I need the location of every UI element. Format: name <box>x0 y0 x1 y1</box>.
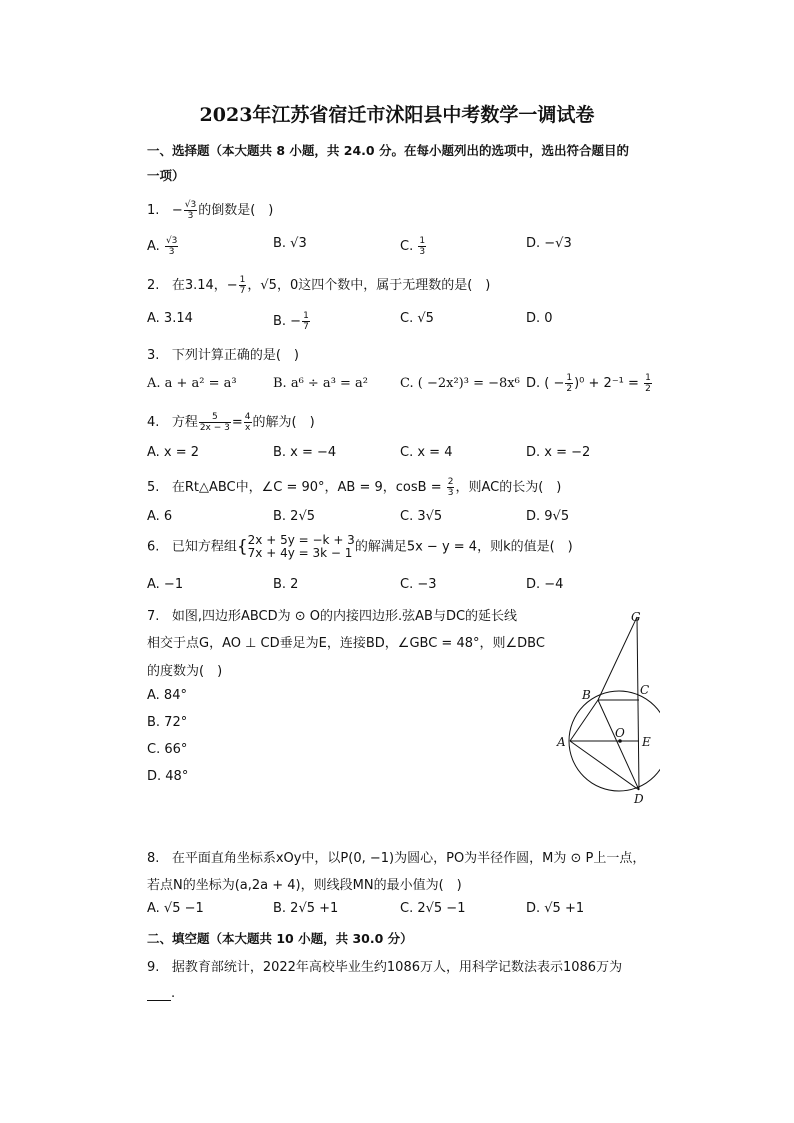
q3-option-a: A. a + a² = a³ <box>147 376 237 391</box>
q5-option-c: C. 3√5 <box>400 509 443 524</box>
geometry-figure <box>540 600 660 810</box>
fraction: $\frac{√3}{3}$ <box>184 200 197 221</box>
page-title: 2023年江苏省宿迁市沭阳县中考数学一调试卷 <box>199 104 595 126</box>
question-6: 6. 已知方程组{ 2x + 5y = −k + 3 7x + 4y = 3k − 1 的解满足5x − y = 4，则k的值是( ) <box>147 533 573 560</box>
q8-option-c: C. 2√5 −1 <box>400 901 466 916</box>
q2-option-b: B. − $\frac{1}{7}$ <box>273 311 309 332</box>
q7-option-d: D. 48° <box>147 769 189 784</box>
q4-option-d: D. x = −2 <box>526 445 591 460</box>
answer-blank[interactable]: . <box>147 986 175 1001</box>
question-7-line2: 相交于点G，AO ⊥ CD垂足为E，连接BD，∠GBC = 48°，则∠DBC <box>147 636 545 651</box>
q5-option-a: A. 6 <box>147 509 173 524</box>
segment-bd <box>598 700 639 790</box>
segment-ad <box>570 741 639 790</box>
q4-option-c: C. x = 4 <box>400 445 453 460</box>
q4-option-b: B. x = −4 <box>273 445 337 460</box>
question-7: 7. 如图,四边形ABCD为 ⊙ O的内接四边形.弦AB与DC的延长线 <box>147 609 518 624</box>
label-d: D <box>634 792 644 806</box>
q2-option-c: C. √5 <box>400 311 434 326</box>
question-8-line2: 若点N的坐标为(a,2a + 4)，则线段MN的最小值为( ) <box>147 878 462 893</box>
segment-ab <box>570 700 598 741</box>
q8-option-a: A. √5 −1 <box>147 901 204 916</box>
question-8: 8. 在平面直角坐标系xOy中，以P(0, −1)为圆心，PO为半径作圆，M为 ⊙ P上一点， <box>147 851 646 866</box>
segment-bg <box>598 617 637 700</box>
label-b: B <box>582 688 591 702</box>
q1-option-a: A. $\frac{√3}{3}$ <box>147 236 178 257</box>
q7-option-a: A. 84° <box>147 688 187 703</box>
question-3: 3. 下列计算正确的是( ) <box>147 348 299 363</box>
q2-option-a: A. 3.14 <box>147 311 193 326</box>
q1-option-b: B. √3 <box>273 236 307 251</box>
q8-option-d: D. √5 +1 <box>526 901 585 916</box>
q3-option-d: D. ( − $\frac{1}{2}$ )⁰ + 2⁻¹ = $\frac{1}{2}$ <box>526 373 651 394</box>
question-7-line3: 的度数为( ) <box>147 664 223 679</box>
q8-option-b: B. 2√5 +1 <box>273 901 339 916</box>
q3-option-c: C. ( −2x²)³ = −8x⁶ <box>400 376 520 391</box>
label-e: E <box>642 735 651 749</box>
question-1: 1. − $\frac{√3}{3}$ 的倒数是( ) <box>147 200 274 221</box>
q6-option-a: A. −1 <box>147 577 184 592</box>
q4-option-a: A. x = 2 <box>147 445 200 460</box>
q7-option-c: C. 66° <box>147 742 188 757</box>
q6-option-d: D. −4 <box>526 577 564 592</box>
q7-option-b: B. 72° <box>147 715 188 730</box>
section-heading-fill: 二、填空题（本大题共 10 小题，共 30.0 分） <box>147 931 413 946</box>
q5-option-b: B. 2√5 <box>273 509 316 524</box>
segment-gd <box>637 617 639 790</box>
label-o: O <box>615 726 625 740</box>
section-heading-choice-cont: 一项） <box>147 168 185 183</box>
question-4: 4. 方程 $\frac{5}{2x - 3}$ = $\frac{4}{x}$ 的解为( ) <box>147 412 315 433</box>
label-c: C <box>640 683 650 697</box>
q2-option-d: D. 0 <box>526 311 553 326</box>
q5-option-d: D. 9√5 <box>526 509 570 524</box>
question-2: 2. 在3.14，− $\frac{1}{7}$ ，√5，0这四个数中，属于无理数的是( ) <box>147 275 491 296</box>
label-g: G <box>631 610 641 624</box>
question-9: 9. 据教育部统计，2022年高校毕业生约1086万人，用科学记数法表示1086万为 <box>147 960 623 975</box>
q6-option-c: C. −3 <box>400 577 437 592</box>
q1-option-d: D. −√3 <box>526 236 572 251</box>
label-a: A <box>557 735 566 749</box>
q6-option-b: B. 2 <box>273 577 299 592</box>
question-5: 5. 在Rt△ABC中，∠C = 90°，AB = 9，cosB = $\frac{2}{3}$ ，则AC的长为( ) <box>147 477 562 498</box>
section-heading-choice: 一、选择题（本大题共 8 小题，共 24.0 分。在每小题列出的选项中，选出符合题目的 <box>147 143 629 158</box>
q3-option-b: B. a⁶ ÷ a³ = a² <box>273 376 369 391</box>
q1-option-c: C. $\frac{1}{3}$ <box>400 236 426 257</box>
